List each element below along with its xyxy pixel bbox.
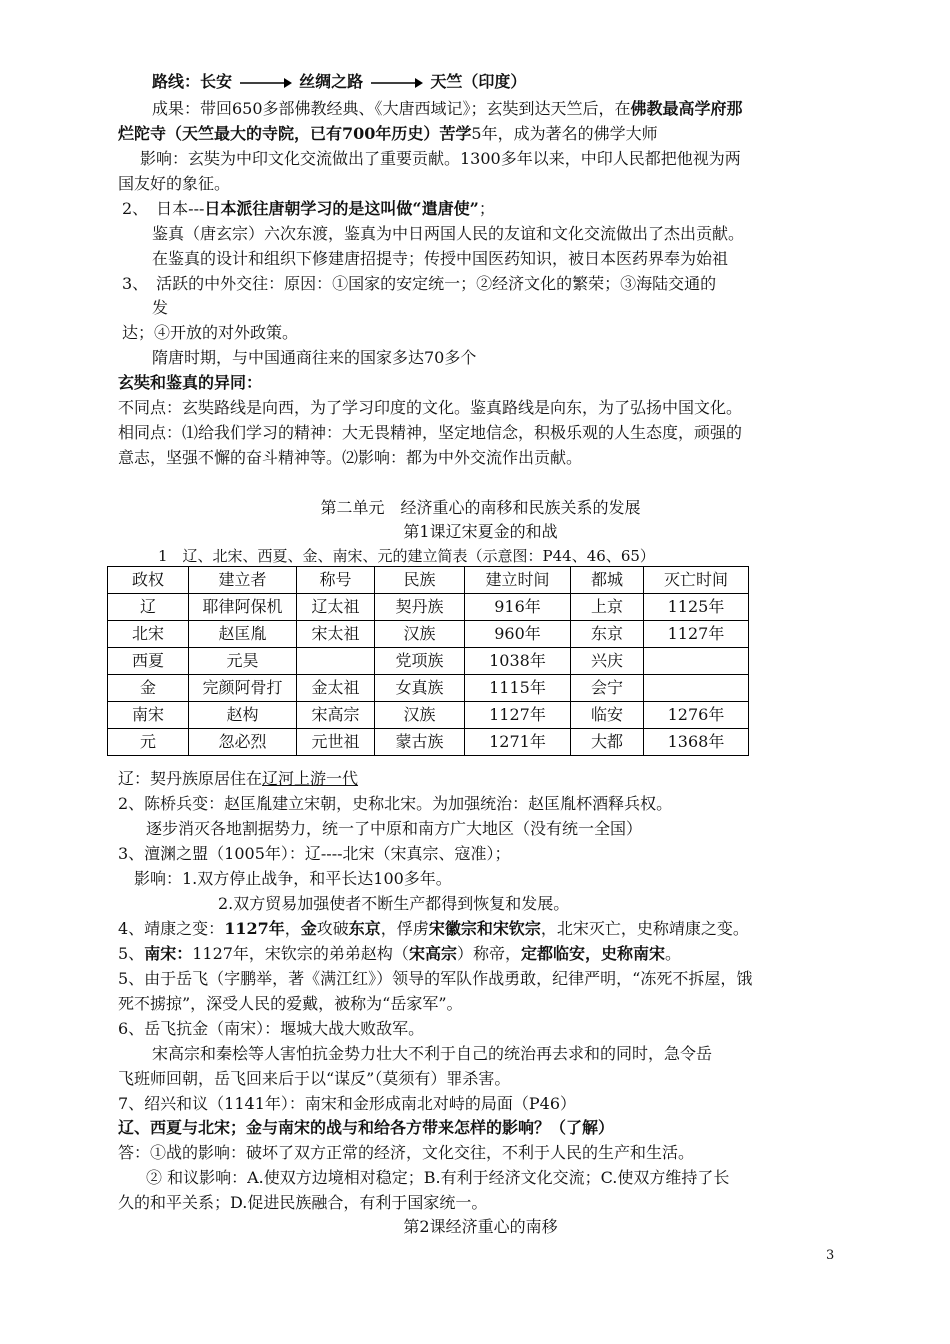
text-bold: 东京 bbox=[348, 919, 381, 938]
text: ； bbox=[478, 199, 495, 218]
text: 5年，成为著名的佛学大师 bbox=[471, 124, 658, 143]
table-cell: 北宋 bbox=[108, 621, 189, 648]
table-cell: 西夏 bbox=[108, 648, 189, 675]
table-cell: 东京 bbox=[571, 621, 644, 648]
table-row bbox=[108, 621, 749, 648]
lesson-title: 第1课辽宋夏金的和战 bbox=[403, 522, 558, 541]
table-cell: 辽太祖 bbox=[297, 594, 375, 621]
table-caption: 1 辽、北宋、西夏、金、南宋、元的建立简表（示意图：P44、46、65） bbox=[158, 547, 655, 565]
text: 攻破 bbox=[316, 919, 349, 938]
page-number: 3 bbox=[826, 1248, 835, 1263]
paragraph: 7、绍兴和议（1141年）：南宋和金形成南北对峙的局面（P46） bbox=[118, 1094, 577, 1113]
table-cell: 大都 bbox=[571, 729, 644, 756]
table-row bbox=[108, 729, 749, 756]
table-cell: 赵构 bbox=[189, 702, 297, 729]
paragraph bbox=[118, 767, 843, 791]
paragraph: 不同点：玄奘路线是向西，为了学习印度的文化。鉴真路线是向东，为了弘扬中国文化。 bbox=[118, 398, 743, 417]
arrow-icon bbox=[371, 77, 423, 89]
text-bold: 佛教最高学府那 bbox=[630, 99, 743, 118]
paragraph: 2.双方贸易加强使者不断生产都得到恢复和发展。 bbox=[218, 894, 570, 913]
table-cell bbox=[297, 648, 375, 675]
paragraph: 相同点：⑴给我们学习的精神：大无畏精神，坚定地信念，积极乐观的人生态度，顽强的 bbox=[118, 423, 743, 442]
paragraph bbox=[118, 917, 843, 941]
text: 辽：契丹族原居住在 bbox=[118, 769, 263, 788]
table-cell: 宋高宗 bbox=[297, 702, 375, 729]
paragraph: 在鉴真的设计和组织下修建唐招提寺；传授中国医药知识，被日本医药界奉为始祖 bbox=[152, 249, 729, 268]
table-row bbox=[108, 648, 749, 675]
table-header: 称号 bbox=[297, 567, 375, 594]
table-cell: 女真族 bbox=[375, 675, 465, 702]
text-bold: 宋高宗 bbox=[408, 944, 457, 963]
paragraph: 鉴真（唐玄宗）六次东渡，鉴真为中日两国人民的友谊和文化交流做出了杰出贡献。 bbox=[152, 224, 745, 243]
table-cell: 960年 bbox=[465, 621, 571, 648]
paragraph: 飞班师回朝，岳飞回来后于以“谋反”（莫须有）罪杀害。 bbox=[118, 1069, 511, 1088]
table-cell: 汉族 bbox=[375, 702, 465, 729]
table-cell: 1127年 bbox=[465, 702, 571, 729]
paragraph: 答：①战的影响：破坏了双方正常的经济，文化交往，不利于人民的生产和生活。 bbox=[118, 1143, 695, 1162]
table-cell: 临安 bbox=[571, 702, 644, 729]
paragraph: 久的和平关系；D.促进民族融合，有利于国家统一。 bbox=[118, 1193, 488, 1212]
paragraph: 发 bbox=[152, 298, 169, 317]
paragraph: 5、由于岳飞（字鹏举，著《满江红》）领导的军队作战勇敢，纪律严明，“冻死不拆屋，饿 bbox=[118, 969, 753, 988]
text-bold: 烂陀寺（天竺最大的寺院，已有700年历史）苦学 bbox=[118, 124, 472, 143]
table-cell: 契丹族 bbox=[375, 594, 465, 621]
table-row bbox=[108, 702, 749, 729]
paragraph: ② 和议影响：A.使双方边境相对稳定；B.有利于经济文化交流；C.使双方维持了长 bbox=[146, 1168, 730, 1187]
route-end: 天竺（印度） bbox=[430, 72, 527, 91]
table-cell: 916年 bbox=[465, 594, 571, 621]
section-heading: 辽、西夏与北宋；金与南宋的战与和给各方带来怎样的影响？（了解） bbox=[118, 1118, 615, 1137]
table-header: 政权 bbox=[108, 567, 189, 594]
text-bold: 定都临安，史称南宋 bbox=[520, 944, 665, 963]
text: ，俘虏 bbox=[380, 919, 429, 938]
paragraph: 影响：1.双方停止战争，和平长达100多年。 bbox=[134, 869, 452, 888]
table-cell: 1271年 bbox=[465, 729, 571, 756]
paragraph: 达；④开放的对外政策。 bbox=[122, 323, 299, 342]
table-cell bbox=[644, 675, 749, 702]
paragraph bbox=[118, 122, 843, 146]
text: 1127年，宋钦宗的弟弟赵构（ bbox=[192, 944, 409, 963]
table-header-row bbox=[108, 567, 749, 594]
paragraph: 2、陈桥兵变：赵匡胤建立宋朝，史称北宋。为加强统治：赵匡胤杯酒释兵权。 bbox=[118, 794, 673, 813]
text: 4、靖康之变： bbox=[118, 919, 225, 938]
paragraph: 3、澶渊之盟（1005年）：辽----北宋（宋真宗、寇准）； bbox=[118, 844, 511, 863]
table-cell: 宋太祖 bbox=[297, 621, 375, 648]
paragraph: 6、岳飞抗金（南宋）：堰城大战大败敌军。 bbox=[118, 1019, 425, 1038]
paragraph: 死不掳掠”，深受人民的爱戴，被称为“岳家军”。 bbox=[118, 994, 463, 1013]
text: ）称帝， bbox=[456, 944, 521, 963]
text: 2、 日本--- bbox=[122, 199, 205, 218]
unit-title: 第二单元 经济重心的南移和民族关系的发展 bbox=[320, 498, 641, 517]
text-bold: 南宋： bbox=[144, 944, 193, 963]
route-mid: 丝绸之路 bbox=[299, 72, 364, 91]
text: 5、 bbox=[118, 944, 145, 963]
table-header: 灭亡时间 bbox=[644, 567, 749, 594]
table-header: 都城 bbox=[571, 567, 644, 594]
table-cell: 1127年 bbox=[644, 621, 749, 648]
table-header: 民族 bbox=[375, 567, 465, 594]
table-cell: 完颜阿骨打 bbox=[189, 675, 297, 702]
table-cell: 赵匡胤 bbox=[189, 621, 297, 648]
paragraph: 宋高宗和秦桧等人害怕抗金势力壮大不利于自己的统治再去求和的同时，急令岳 bbox=[152, 1044, 713, 1063]
route-start: 路线：长安 bbox=[152, 72, 233, 91]
table-cell: 元昊 bbox=[189, 648, 297, 675]
paragraph: 3、 活跃的中外交往：原因：①国家的安定统一；②经济文化的繁荣；③海陆交通的 bbox=[122, 274, 717, 293]
paragraph: 国友好的象征。 bbox=[118, 174, 231, 193]
table-cell bbox=[644, 648, 749, 675]
table-cell: 1125年 bbox=[644, 594, 749, 621]
table-cell: 1368年 bbox=[644, 729, 749, 756]
table-cell: 1115年 bbox=[465, 675, 571, 702]
table-cell: 汉族 bbox=[375, 621, 465, 648]
table-cell: 辽 bbox=[108, 594, 189, 621]
lesson-title: 第2课经济重心的南移 bbox=[403, 1217, 558, 1236]
text-bold: 日本派往唐朝学习的是这叫做“遣唐使” bbox=[204, 199, 479, 218]
table-row bbox=[108, 594, 749, 621]
arrow-icon bbox=[240, 77, 292, 89]
text: ， bbox=[284, 919, 301, 938]
paragraph: 逐步消灭各地割据势力，统一了中原和南方广大地区（没有统一全国） bbox=[146, 819, 643, 838]
table-cell: 元世祖 bbox=[297, 729, 375, 756]
paragraph bbox=[118, 942, 843, 966]
table-cell: 金太祖 bbox=[297, 675, 375, 702]
table-cell: 耶律阿保机 bbox=[189, 594, 297, 621]
paragraph: 隋唐时期，与中国通商往来的国家多达70多个 bbox=[152, 348, 477, 367]
section-heading: 玄奘和鉴真的异同： bbox=[118, 373, 263, 392]
text: 成果：带回650多部佛教经典、《大唐西域记》；玄奘到达天竺后，在 bbox=[152, 99, 631, 118]
table-cell: 1038年 bbox=[465, 648, 571, 675]
table-header: 建立者 bbox=[189, 567, 297, 594]
text-bold: 金 bbox=[300, 919, 317, 938]
table-cell: 忽必烈 bbox=[189, 729, 297, 756]
table-cell: 元 bbox=[108, 729, 189, 756]
text-bold: 1127年 bbox=[224, 919, 285, 938]
table-cell: 蒙古族 bbox=[375, 729, 465, 756]
text: ，北宋灭亡，史称靖康之变。 bbox=[540, 919, 749, 938]
text-bold: 宋徽宗和宋钦宗 bbox=[428, 919, 541, 938]
text: 。 bbox=[664, 944, 681, 963]
paragraph bbox=[152, 97, 877, 121]
table-cell: 1276年 bbox=[644, 702, 749, 729]
table-cell: 党项族 bbox=[375, 648, 465, 675]
table-row bbox=[108, 675, 749, 702]
table-cell: 上京 bbox=[571, 594, 644, 621]
paragraph: 意志，坚强不懈的奋斗精神等。⑵影响：都为中外交流作出贡献。 bbox=[118, 448, 583, 467]
text-underlined: 辽河上游一代 bbox=[262, 769, 359, 788]
paragraph: 影响：玄奘为中印文化交流做出了重要贡献。1300多年以来，中印人民都把他视为两 bbox=[140, 149, 741, 168]
regime-table bbox=[107, 566, 749, 756]
table-header: 建立时间 bbox=[465, 567, 571, 594]
table-cell: 金 bbox=[108, 675, 189, 702]
table-cell: 南宋 bbox=[108, 702, 189, 729]
paragraph bbox=[122, 197, 847, 221]
table-cell: 会宁 bbox=[571, 675, 644, 702]
route-line bbox=[152, 70, 877, 94]
table-cell: 兴庆 bbox=[571, 648, 644, 675]
